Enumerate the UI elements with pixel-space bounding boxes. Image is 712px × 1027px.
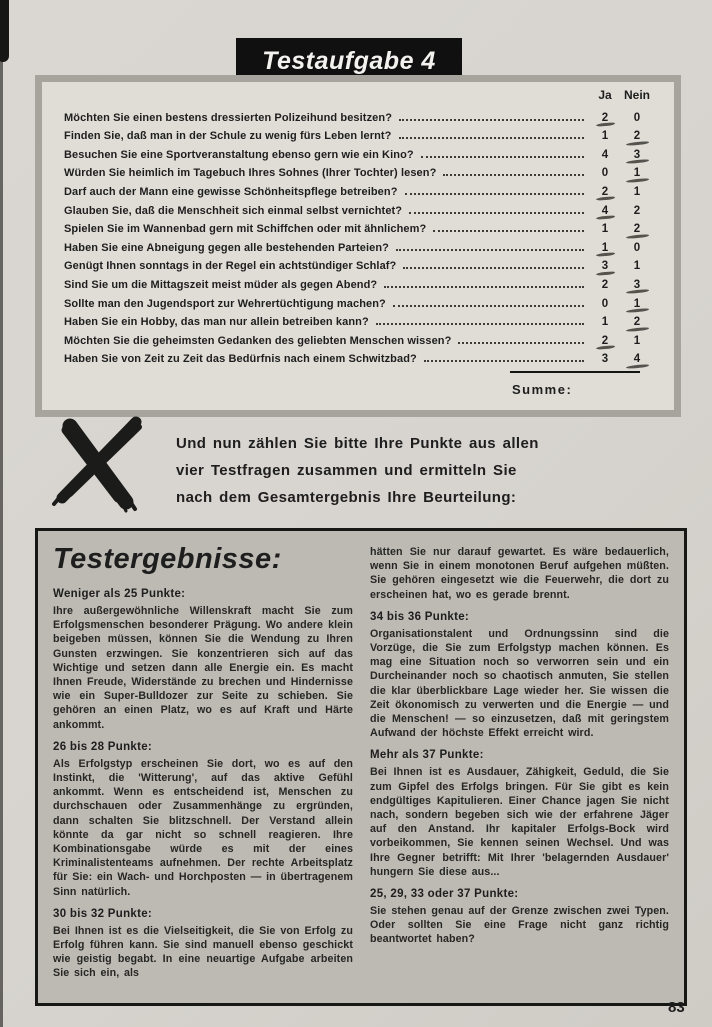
- ja-score: 2: [590, 335, 620, 349]
- nein-score: 1: [633, 185, 641, 198]
- result-body: Ihre außergewöhnliche Willenskraft macht Sie zum Erfolgsmenschen besonderer Prägung. Wo andere klein beigeben müssen, können Sie die Wendung zu Ihren Gunsten erzwingen. Sie konzentrieren sich auf das Wichtige und setzen dann alle Energie ein. Es macht Ihnen Freude, Widerstände zu brechen und Hindernisse wie ein Super-Bulldozer zur Seite zu schieben. Sie gehören an einen Platz, wo es auf Kraft und Härte ankommt.: [53, 605, 353, 731]
- page-number: 83: [668, 999, 685, 1016]
- ja-score: 1: [601, 223, 609, 236]
- question-text: Glauben Sie, daß die Menschheit sich einmal selbst vernichtet?: [64, 204, 403, 217]
- ja-score: 1: [601, 130, 609, 143]
- scan-corner-artifact: [0, 0, 9, 62]
- dotted-leader: [396, 249, 584, 251]
- ja-score: 4: [590, 205, 620, 219]
- question-text: Besuchen Sie eine Sportveranstaltung ebenso gern wie ein Kino?: [64, 148, 414, 161]
- brush-x-icon: [40, 414, 162, 516]
- sum-field: Summe:: [510, 371, 640, 397]
- question-text: Sind Sie um die Mittagszeit meist müder als gegen Abend?: [64, 278, 378, 291]
- dotted-leader: [376, 323, 584, 325]
- question-row: [64, 144, 654, 163]
- ja-score: 0: [601, 167, 609, 180]
- ja-score: 1: [601, 316, 609, 329]
- result-body: Organisationstalent und Ordnungssinn sind die Vorzüge, die Sie zum Erfolgstyp machen können. Es mag eine Situation noch so verworren sein und ein Durcheinander noch so chaotisch anmuten, Sie stellen die klar überblickbare Lage wieder her. Sie wissen die Zeit ökonomisch zu verwerten und die Energie — und die Menschen! — so einzusetzen, daß mit geringstem Aufwand der höchste Effekt erreicht wird.: [370, 627, 669, 740]
- question-row: [64, 126, 654, 145]
- nein-score: 1: [620, 298, 654, 312]
- question-row: [64, 237, 654, 256]
- result-body: Bei Ihnen ist es die Vielseitigkeit, die Sie von Erfolg zu Erfolg führen kann. Sie sind manuell ebenso geschickt wie geistig begabt. In eine neuartige Aufgabe arbeiten Sie sich ein, als: [53, 924, 353, 980]
- question-row: [64, 219, 654, 238]
- result-heading: Mehr als 37 Punkte:: [370, 749, 484, 762]
- question-text: Haben Sie ein Hobby, das man nur allein betreiben kann?: [64, 316, 369, 329]
- ja-score: 2: [601, 278, 609, 291]
- question-text: Sollte man den Jugendsport zur Wehrertüchtigung machen?: [64, 297, 386, 310]
- question-text: Möchten Sie einen bestens dressierten Polizeihund besitzen?: [64, 111, 393, 124]
- dotted-leader: [384, 286, 584, 288]
- question-text: Haben Sie eine Abneigung gegen alle bestehenden Parteien?: [64, 241, 389, 254]
- result-heading: Weniger als 25 Punkte:: [53, 588, 186, 600]
- intro-section: [40, 414, 662, 516]
- question-row: [64, 200, 654, 219]
- nein-score: 2: [620, 223, 654, 237]
- question-text: Genügt Ihnen sonntags in der Regel ein achtstündiger Schlaf?: [64, 260, 397, 273]
- nein-score: 1: [633, 260, 641, 273]
- nein-score: 1: [620, 167, 654, 181]
- result-heading: 34 bis 36 Punkte:: [370, 610, 470, 623]
- ja-column-header: Ja: [598, 88, 612, 102]
- dotted-leader: [421, 156, 584, 158]
- nein-score: 0: [633, 111, 641, 124]
- question-text: Haben Sie von Zeit zu Zeit das Bedürfnis nach einem Schwitzbad?: [64, 353, 417, 366]
- question-text: Würden Sie heimlich im Tagebuch Ihres Sohnes (Ihrer Tochter) lesen?: [64, 167, 437, 180]
- question-row: [64, 330, 654, 349]
- question-text: Spielen Sie im Wannenbad gern mit Schiffchen oder mit ähnlichem?: [64, 223, 427, 236]
- dotted-leader: [433, 230, 584, 232]
- results-title: Testergebnisse:: [53, 543, 282, 575]
- ja-score: 3: [590, 260, 620, 274]
- dotted-leader: [443, 174, 584, 176]
- intro-text: [176, 414, 539, 516]
- dotted-leader: [458, 342, 584, 344]
- page-title: Testaufgabe 4: [236, 38, 462, 84]
- question-row: [64, 163, 654, 182]
- dotted-leader: [405, 193, 584, 195]
- result-heading: 25, 29, 33 oder 37 Punkte:: [370, 888, 519, 901]
- question-row: [64, 293, 654, 312]
- result-body: Als Erfolgstyp erscheinen Sie dort, wo es auf den Instinkt, die 'Witterung', auf das aktive Gefühl ankommt. Wenn es entscheidend ist, Menschen zu durchschauen oder Zusammenhänge zu ergründen, dann schalten Sie blitzschnell. Der Verstand allein könnte da gar nicht so schnell reagieren. Ihre Kombinationsgabe würde es mit der eines Kriminalistenteams aufnehmen. Der rechte Arbeitsplatz für Sie: ein Wach- und Horchposten — in übertragenem Sinn natürlich.: [53, 757, 353, 898]
- result-heading: 26 bis 28 Punkte:: [53, 740, 153, 753]
- quiz-box: [35, 75, 681, 417]
- scan-page-edge: [0, 0, 3, 1027]
- nein-column-header: Nein: [623, 88, 650, 102]
- intro-line: nach dem Gesamtergebnis Ihre Beurteilung:: [176, 489, 517, 506]
- question-row: [64, 107, 654, 126]
- question-row: [64, 312, 654, 331]
- ja-score: 4: [601, 148, 609, 161]
- question-text: Finden Sie, daß man in der Schule zu wenig fürs Leben lernt?: [64, 130, 392, 143]
- nein-score: 2: [620, 130, 654, 144]
- dotted-leader: [399, 119, 584, 121]
- result-body-continuation: hätten Sie nur darauf gewartet. Es wäre bedauerlich, wenn Sie in einem monotonen Beruf aufgehen müßten. Sie gehören eingesetzt wie die Feuerwehr, die dort zu erscheinen hat, wo es gerade brennt.: [370, 546, 669, 601]
- results-right-column: [370, 543, 669, 1003]
- dotted-leader: [403, 267, 584, 269]
- nein-score: 3: [620, 149, 654, 163]
- ja-score: 1: [590, 242, 620, 256]
- question-row: [64, 181, 654, 200]
- dotted-leader: [424, 360, 584, 362]
- result-body: Bei Ihnen ist es Ausdauer, Zähigkeit, Geduld, die Sie zum Gipfel des Erfolgs bringen. Für Sie gibt es kein endgültiges Kapitulieren. Einer Chance jagen Sie nicht nach, sondern begeben sich wie der erfahrene Jäger auf den Anstand. Ihr kapitaler Erfolgs-Bock wird vorbeikommen, Sie kennen seinen Wechsel. Und was Ihre Gegner betrifft: Mit Ihrer 'belagernden Ausdauer' hungern Sie diese aus...: [370, 766, 669, 878]
- intro-line: Und nun zählen Sie bitte Ihre Punkte aus allen: [176, 435, 539, 452]
- result-body: Sie stehen genau auf der Grenze zwischen zwei Typen. Oder sollten Sie eine Frage nicht ganz richtig beantwortet haben?: [370, 905, 669, 946]
- question-row: [64, 256, 654, 275]
- ja-score: 2: [590, 186, 620, 200]
- question-text: Darf auch der Mann eine gewisse Schönheitspflege betreiben?: [64, 185, 398, 198]
- ja-score: 0: [601, 297, 609, 310]
- ja-score: 2: [590, 112, 620, 126]
- nein-score: 2: [633, 204, 641, 217]
- ja-score: 3: [601, 353, 609, 366]
- dotted-leader: [399, 137, 585, 139]
- dotted-leader: [409, 212, 584, 214]
- intro-line: vier Testfragen zusammen und ermitteln Sie: [176, 462, 517, 479]
- result-heading: 30 bis 32 Punkte:: [53, 907, 153, 920]
- question-row: [64, 274, 654, 293]
- nein-score: 2: [620, 316, 654, 330]
- results-box: [35, 528, 687, 1006]
- nein-score: 4: [620, 353, 654, 367]
- score-column-headers: [64, 88, 654, 102]
- question-text: Möchten Sie die geheimsten Gedanken des geliebten Menschen wissen?: [64, 334, 452, 347]
- results-left-column: [53, 543, 353, 1003]
- question-row: [64, 349, 654, 368]
- nein-score: 3: [620, 279, 654, 293]
- nein-score: 1: [633, 334, 641, 347]
- nein-score: 0: [633, 241, 641, 254]
- dotted-leader: [393, 305, 584, 307]
